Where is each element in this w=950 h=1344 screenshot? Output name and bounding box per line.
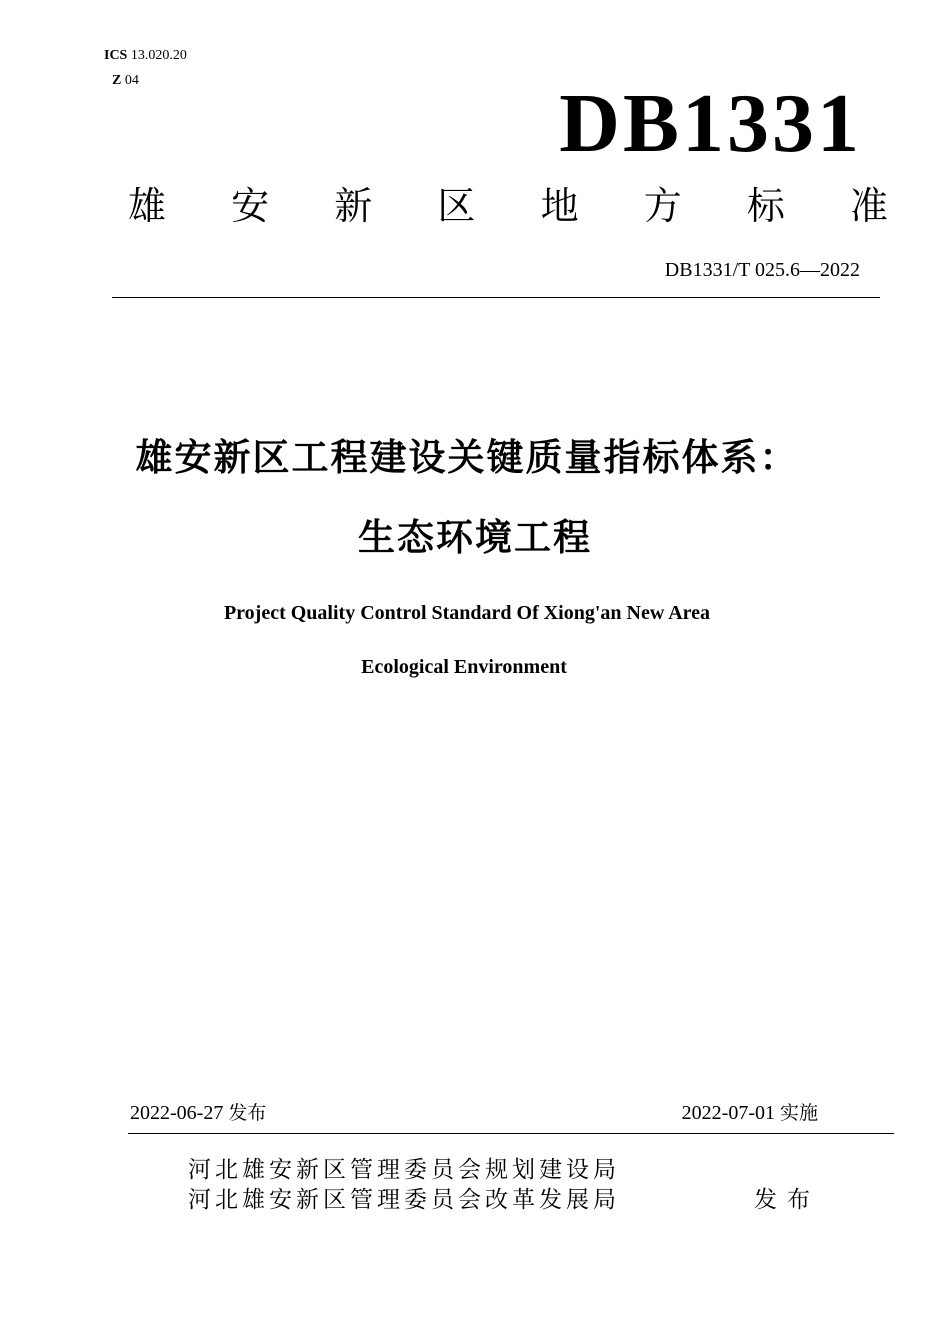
standard-code: DB1331 [559,77,862,170]
ics-classification [104,48,187,64]
issue-action: 发布 [754,1187,820,1213]
issue-date-block [130,1101,266,1125]
ics-value: 13.020.20 [130,48,187,63]
ics-label: ICS [104,48,128,63]
standard-type-char: 新 [334,184,373,228]
standard-type [128,184,888,228]
issue-date: 2022-06-27 [130,1102,224,1124]
standard-type-char: 雄 [128,184,167,228]
standard-type-char: 方 [643,184,682,228]
ccs-classification [112,73,139,89]
standard-type-char: 安 [231,184,270,228]
title-cn-line-1: 雄安新区工程建设关键质量指标体系： [135,436,799,479]
title-en-line-1: Project Quality Control Standard Of Xiong'an New Area [223,602,711,624]
bottom-divider [128,1133,894,1134]
issue-date-label: 发布 [228,1102,267,1124]
standard-type-char: 准 [849,184,888,228]
implement-date: 2022-07-01 [681,1102,775,1124]
standard-type-char: 标 [746,184,785,228]
issuer-line: 河北雄安新区管理委员会规划建设局 [188,1157,620,1183]
standard-number: DB1331/T 025.6—2022 [664,259,860,281]
top-divider [112,297,880,298]
ccs-value: 04 [124,73,139,88]
implement-date-block [682,1101,818,1125]
ccs-label: Z [112,73,122,88]
issuer-line: 河北雄安新区管理委员会改革发展局 [188,1187,620,1213]
title-en-line-2: Ecological Environment [361,656,567,678]
implement-date-label: 实施 [779,1102,818,1124]
standard-type-char: 区 [437,184,476,228]
title-cn-line-2: 生态环境工程 [358,516,592,559]
standard-type-char: 地 [540,184,579,228]
